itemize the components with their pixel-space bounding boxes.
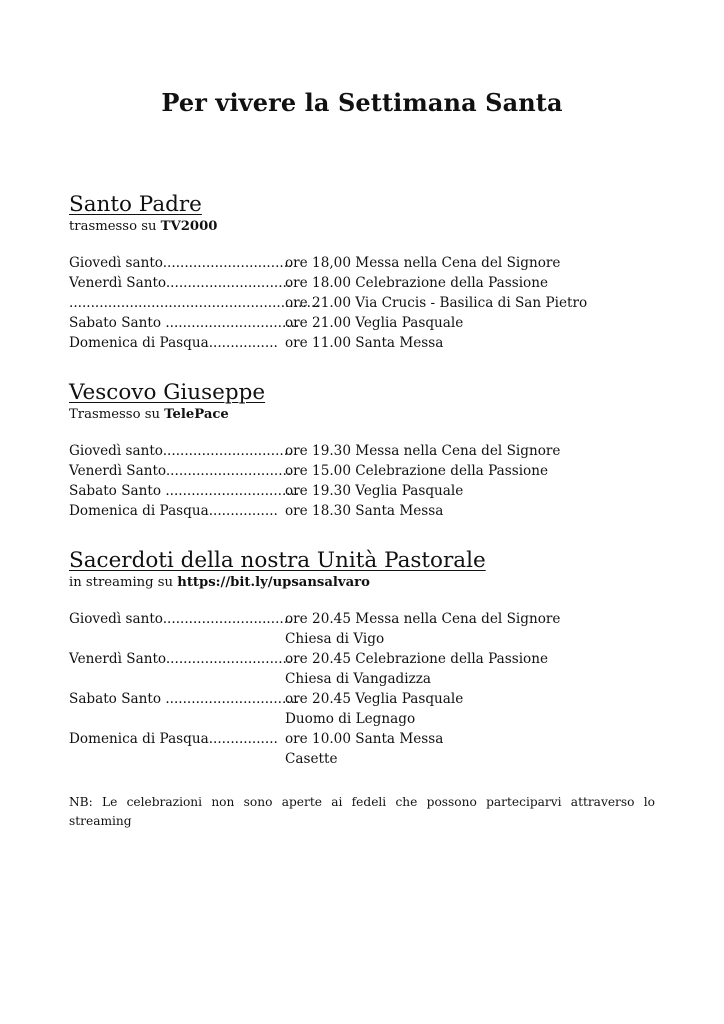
- schedule-day: ..........................................................: [69, 295, 320, 311]
- schedule-row: [69, 749, 659, 769]
- schedule-day: Sabato Santo ...............................: [69, 691, 300, 707]
- schedule-day: Venerdì Santo.............................: [69, 275, 292, 291]
- schedule-event: ore 20.45 Celebrazione della Passione: [285, 651, 549, 667]
- schedule-event: ore 10.00 Santa Messa: [285, 731, 444, 747]
- schedule-day: Domenica di Pasqua................: [69, 335, 278, 351]
- schedule-row: [69, 709, 659, 729]
- schedule-event: ore 19.30 Veglia Pasquale: [285, 483, 464, 499]
- schedule-event: ore 20.45 Veglia Pasquale: [285, 691, 464, 707]
- footnote: NB: Le celebrazioni non sono aperte ai fedeli che possono parteciparvi attraverso lo streaming: [69, 795, 655, 828]
- schedule-day: Venerdì Santo.............................: [69, 651, 292, 667]
- schedule-event: ore 18,00 Messa nella Cena del Signore: [285, 255, 561, 271]
- schedule-row: [69, 649, 659, 669]
- schedule-event: ore 19.30 Messa nella Cena del Signore: [285, 443, 561, 459]
- schedule-event: ore 18.00 Celebrazione della Passione: [285, 275, 549, 291]
- schedule-list: [69, 253, 659, 353]
- broadcast-info: [69, 574, 659, 592]
- schedule-row: [69, 293, 659, 313]
- schedule-location: Chiesa di Vigo: [285, 631, 385, 647]
- schedule-day: Sabato Santo ...............................: [69, 315, 300, 331]
- page-title: Per vivere la Settimana Santa: [161, 88, 563, 117]
- schedule-day: Giovedì santo..............................: [69, 611, 293, 627]
- schedule-row: [69, 501, 659, 521]
- schedule-row: [69, 253, 659, 273]
- schedule-row: [69, 273, 659, 293]
- schedule-event: ore 21.00 Via Crucis - Basilica di San Pietro: [285, 295, 588, 311]
- schedule-location: Casette: [285, 751, 338, 767]
- schedule-day: Domenica di Pasqua................: [69, 731, 278, 747]
- schedule-event: ore 11.00 Santa Messa: [285, 335, 444, 351]
- broadcast-prefix: trasmesso su: [69, 219, 161, 234]
- broadcast-channel: TV2000: [160, 219, 218, 234]
- schedule-list: [69, 441, 659, 521]
- schedule-row: [69, 729, 659, 749]
- section-title: Santo Padre: [69, 192, 202, 217]
- broadcast-prefix: Trasmesso su: [69, 407, 165, 422]
- section-sacerdoti: [69, 548, 659, 769]
- schedule-row: [69, 609, 659, 629]
- schedule-day: Sabato Santo ...............................: [69, 483, 300, 499]
- section-santo-padre: [69, 192, 659, 353]
- section-vescovo-giuseppe: [69, 380, 659, 521]
- schedule-row: [69, 313, 659, 333]
- schedule-row: [69, 669, 659, 689]
- schedule-day: Giovedì santo..............................: [69, 443, 293, 459]
- broadcast-info: [69, 406, 659, 424]
- schedule-row: [69, 629, 659, 649]
- schedule-event: ore 20.45 Messa nella Cena del Signore: [285, 611, 561, 627]
- schedule-event: ore 18.30 Santa Messa: [285, 503, 444, 519]
- schedule-row: [69, 333, 659, 353]
- broadcast-info: [69, 218, 659, 236]
- schedule-row: [69, 689, 659, 709]
- schedule-event: ore 15.00 Celebrazione della Passione: [285, 463, 549, 479]
- broadcast-channel: TelePace: [164, 407, 229, 422]
- schedule-row: [69, 441, 659, 461]
- schedule-location: Duomo di Legnago: [285, 711, 416, 727]
- streaming-link: https://bit.ly/upsansalvaro: [177, 575, 370, 590]
- section-title: Vescovo Giuseppe: [69, 380, 266, 405]
- schedule-event: ore 21.00 Veglia Pasquale: [285, 315, 464, 331]
- schedule-row: [69, 461, 659, 481]
- schedule-location: Chiesa di Vangadizza: [285, 671, 432, 687]
- schedule-row: [69, 481, 659, 501]
- section-title: Sacerdoti della nostra Unità Pastorale: [69, 548, 486, 573]
- schedule-day: Giovedì santo..............................: [69, 255, 293, 271]
- schedule-day: Venerdì Santo.............................: [69, 463, 292, 479]
- schedule-day: Domenica di Pasqua................: [69, 503, 278, 519]
- broadcast-prefix: in streaming su: [69, 575, 178, 590]
- schedule-list: [69, 609, 659, 769]
